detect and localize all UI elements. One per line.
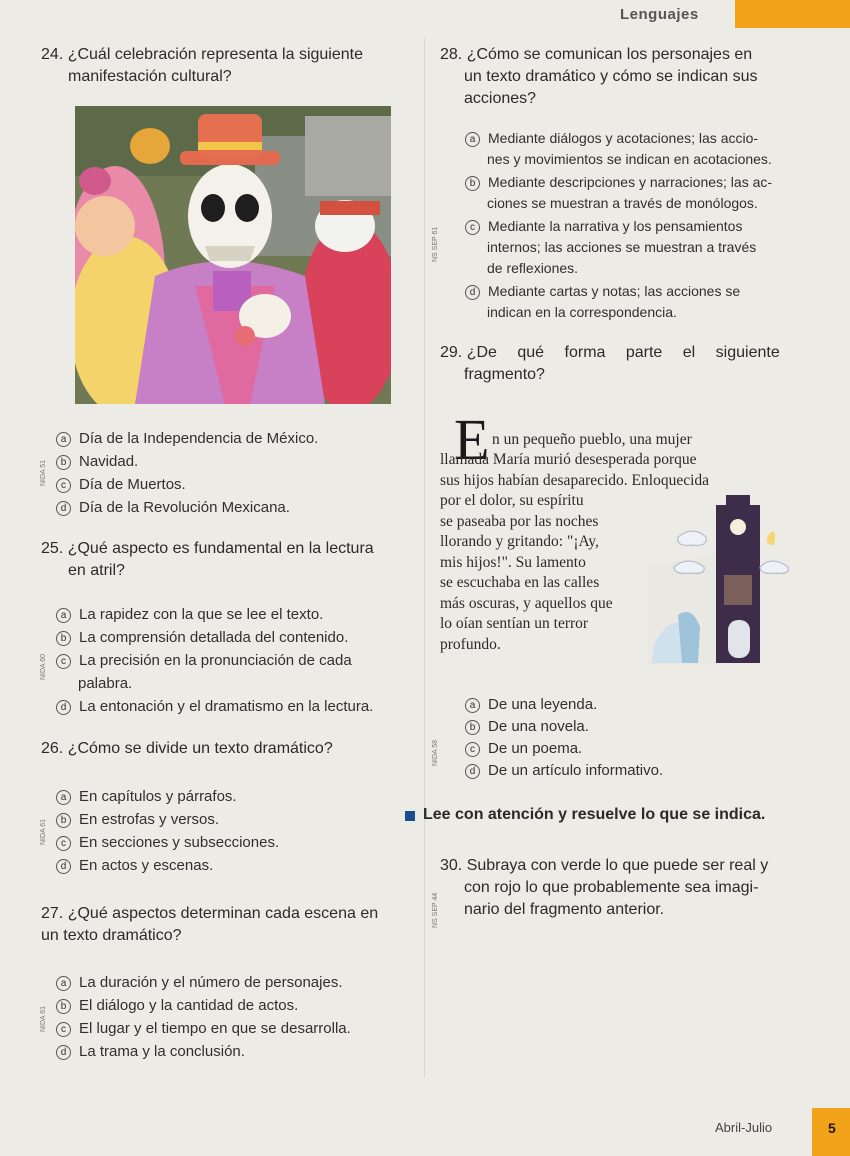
curriculum-code: NIDA 60	[40, 653, 47, 680]
q24-option-d[interactable]	[56, 497, 290, 518]
option-letter-circle: d	[56, 501, 71, 516]
option-letter-circle: a	[56, 432, 71, 447]
q27-option-d[interactable]	[56, 1041, 245, 1062]
option-text: El diálogo y la cantidad de actos.	[79, 997, 299, 1014]
option-text: indican en la correspondencia.	[487, 304, 677, 320]
q28-option-d[interactable]	[465, 281, 740, 302]
option-text: Navidad.	[79, 453, 139, 470]
q29-option-c[interactable]	[465, 738, 582, 759]
question-number: 27.	[41, 905, 64, 922]
option-text: Mediante la narrativa y los pensamientos	[488, 218, 743, 234]
option-text: En secciones y subsecciones.	[79, 834, 280, 851]
option-letter-circle: a	[465, 698, 480, 713]
option-letter-circle: d	[56, 700, 71, 715]
question-text-line: acciones?	[464, 90, 537, 107]
option-letter-circle: d	[56, 1045, 71, 1060]
option-letter-circle: c	[56, 654, 71, 669]
question-text-line: nario del fragmento anterior.	[464, 901, 665, 918]
q24-option-c[interactable]	[56, 474, 186, 495]
curriculum-code: NIDA 58	[432, 739, 439, 766]
q25-option-c[interactable]	[56, 650, 352, 671]
option-text: De un poema.	[488, 740, 583, 757]
q29-option-d[interactable]	[465, 760, 663, 781]
q28-option-c[interactable]	[465, 216, 742, 237]
q28-option-b[interactable]	[465, 172, 772, 193]
fragment-line: se paseaba por las noches	[440, 513, 599, 530]
catrin-costume-image	[75, 106, 391, 404]
option-text: La comprensión detallada del contenido.	[79, 629, 349, 646]
option-text: La precisión en la pronunciación de cada	[79, 652, 352, 669]
option-letter-circle: d	[56, 859, 71, 874]
option-text: La duración y el número de personajes.	[79, 974, 343, 991]
option-letter-circle: d	[465, 285, 480, 300]
footer-months: Abril-Julio	[715, 1120, 773, 1135]
bell-tower-illustration	[648, 495, 798, 665]
question-number: 24.	[41, 46, 64, 63]
option-letter-circle: a	[56, 790, 71, 805]
column-divider	[424, 38, 425, 1078]
option-text: De un artículo informativo.	[488, 762, 664, 779]
q28-option-a-continued	[487, 149, 772, 170]
question-text-line: fragmento?	[464, 366, 545, 383]
fragment-line: llamada María murió desesperada porque	[440, 451, 697, 468]
option-text: nes y movimientos se indican en acotaciones.	[487, 151, 772, 167]
option-letter-circle: a	[56, 608, 71, 623]
question-text-line: en atril?	[68, 562, 125, 579]
option-text: internos; las acciones se muestran a través	[487, 239, 757, 255]
q26-option-b[interactable]	[56, 809, 219, 830]
option-letter-circle: a	[56, 976, 71, 991]
option-text: En estrofas y versos.	[79, 811, 220, 828]
curriculum-code: NS SEP 44	[432, 892, 439, 928]
option-letter-circle: c	[56, 1022, 71, 1037]
question-28	[440, 44, 757, 110]
q29-option-a[interactable]	[465, 694, 597, 715]
question-26	[41, 738, 333, 760]
option-letter-circle: b	[56, 631, 71, 646]
fragment-line: profundo.	[440, 636, 501, 653]
q28-option-c-continued	[487, 237, 756, 258]
question-24	[41, 44, 363, 88]
option-text: Día de la Independencia de México.	[79, 430, 319, 447]
option-letter-circle: c	[56, 478, 71, 493]
option-letter-circle: c	[56, 836, 71, 851]
curriculum-code: NS SEP 61	[432, 226, 439, 262]
curriculum-code: NIDA 61	[40, 818, 47, 845]
question-text-line: con rojo lo que probablemente sea imagi-	[464, 879, 759, 896]
q28-option-a[interactable]	[465, 128, 758, 149]
question-text-line: ¿Cómo se comunican los personajes en	[466, 46, 753, 63]
question-text-line: manifestación cultural?	[68, 68, 232, 85]
q25-option-c-continued	[78, 673, 132, 694]
option-letter-circle: b	[56, 455, 71, 470]
question-number: 25.	[41, 540, 64, 557]
q27-option-b[interactable]	[56, 995, 298, 1016]
q26-option-c[interactable]	[56, 832, 279, 853]
question-29	[440, 342, 780, 386]
q26-option-d[interactable]	[56, 855, 213, 876]
question-text-line: ¿De qué forma parte el siguiente	[466, 344, 780, 361]
option-text: La trama y la conclusión.	[79, 1043, 245, 1060]
q26-option-a[interactable]	[56, 786, 237, 807]
header-accent-bar	[735, 0, 850, 28]
question-text-line: Subraya con verde lo que puede ser real y	[466, 857, 769, 874]
q27-option-c[interactable]	[56, 1018, 351, 1039]
option-text: palabra.	[78, 675, 133, 692]
option-text: de reflexiones.	[487, 260, 579, 276]
q25-option-d[interactable]	[56, 696, 373, 717]
option-text: ciones se muestran a través de monólogos.	[487, 195, 758, 211]
fragment-line: n un pequeño pueblo, una mujer	[492, 431, 692, 448]
fragment-line: sus hijos habían desaparecido. Enloquecida	[440, 472, 710, 489]
option-text: Mediante cartas y notas; las acciones se	[488, 283, 741, 299]
option-text: En actos y escenas.	[79, 857, 214, 874]
option-letter-circle: b	[56, 999, 71, 1014]
option-letter-circle: c	[465, 220, 480, 235]
option-text: La entonación y el dramatismo en la lectura.	[79, 698, 374, 715]
question-25	[41, 538, 374, 582]
option-letter-circle: b	[465, 720, 480, 735]
option-letter-circle: b	[56, 813, 71, 828]
option-text: Día de la Revolución Mexicana.	[79, 499, 290, 516]
q27-option-a[interactable]	[56, 972, 343, 993]
option-text: El lugar y el tiempo en que se desarrolla.	[79, 1020, 351, 1037]
drop-cap: E	[454, 407, 490, 472]
question-text-line: ¿Qué aspectos determinan cada escena en	[67, 905, 379, 922]
q29-option-b[interactable]	[465, 716, 589, 737]
q28-option-d-continued	[487, 302, 677, 323]
q24-option-a[interactable]	[56, 428, 318, 449]
option-text: De una novela.	[488, 718, 589, 735]
question-text-line: un texto dramático?	[41, 927, 182, 944]
question-text-line: ¿Cuál celebración representa la siguiente	[67, 46, 363, 63]
option-text: De una leyenda.	[488, 696, 598, 713]
q25-option-b[interactable]	[56, 627, 348, 648]
option-text: Mediante descripciones y narraciones; las ac-	[488, 174, 773, 190]
instruction-text: Lee con atención y resuelve lo que se indica.	[423, 806, 766, 823]
fragment-line: se escuchaba en las calles	[440, 574, 600, 591]
q24-option-b[interactable]	[56, 451, 138, 472]
fragment-line: llorando y gritando: "¡Ay,	[440, 533, 599, 550]
section-title: Lenguajes	[620, 6, 699, 23]
question-30	[440, 855, 768, 921]
option-text: Mediante diálogos y acotaciones; las accio-	[488, 130, 759, 146]
question-number: 28.	[440, 46, 463, 63]
option-letter-circle: b	[465, 176, 480, 191]
question-text-line: ¿Cómo se divide un texto dramático?	[67, 740, 333, 757]
option-letter-circle: c	[465, 742, 480, 757]
option-text: Día de Muertos.	[79, 476, 186, 493]
q25-option-a[interactable]	[56, 604, 323, 625]
day-of-the-dead-photo	[75, 106, 391, 404]
option-text: En capítulos y párrafos.	[79, 788, 237, 805]
fragment-line: por el dolor, su espíritu	[440, 492, 584, 509]
option-text: La rapidez con la que se lee el texto.	[79, 606, 324, 623]
fragment-line: más oscuras, y aquellos que	[440, 595, 613, 612]
fragment-line: mis hijos!". Su lamento	[440, 554, 586, 571]
question-number: 26.	[41, 740, 64, 757]
option-letter-circle: d	[465, 764, 480, 779]
question-text-line: ¿Qué aspecto es fundamental en la lectura	[67, 540, 374, 557]
curriculum-code: NIDA 61	[40, 1005, 47, 1032]
question-number: 30.	[440, 857, 463, 874]
page-number: 5	[828, 1120, 836, 1136]
curriculum-code: NIDA 51	[40, 459, 47, 486]
option-letter-circle: a	[465, 132, 480, 147]
question-text-line: un texto dramático y cómo se indican sus	[464, 68, 758, 85]
instruction-marker	[405, 811, 415, 821]
question-number: 29.	[440, 344, 463, 361]
question-27	[41, 903, 378, 947]
q28-option-b-continued	[487, 193, 758, 214]
q28-option-c-continued	[487, 258, 578, 279]
fragment-line: lo oían sentían un terror	[440, 615, 589, 632]
